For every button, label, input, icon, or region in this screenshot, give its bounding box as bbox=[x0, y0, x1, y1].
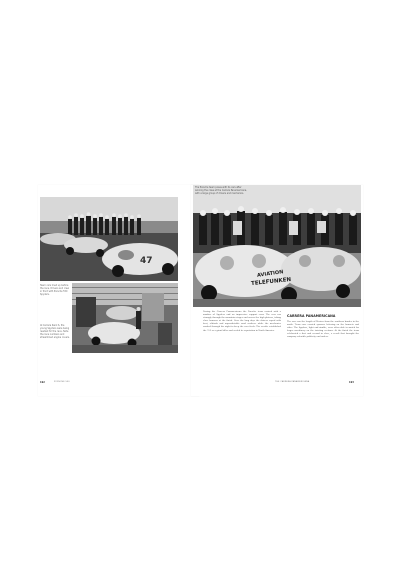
left-folio-text: PORSCHE 550 bbox=[54, 381, 70, 384]
right-page bbox=[191, 185, 363, 396]
svg-text:47: 47 bbox=[140, 256, 153, 266]
workshop-photo bbox=[72, 283, 178, 353]
caption-bottom: At Carrera Rank 6, the young Spyders were being readied for the race. Note the race numbers and streamlined engine covers. bbox=[40, 324, 70, 339]
section-subhead: CARRERA PANAMERICANA bbox=[287, 314, 336, 318]
left-folio-number: 192 bbox=[40, 381, 45, 384]
team-victory-photo bbox=[193, 185, 361, 307]
car-lettering-telefunken: TELEFUNKEN bbox=[250, 276, 292, 288]
left-page bbox=[38, 185, 199, 396]
right-folio-text: THE CARRERA PANAMERICANA bbox=[275, 381, 310, 384]
caption-top: Team cars lined up before the race. Drivers and crew in front with Porsche 550 Spyders. bbox=[40, 284, 70, 296]
right-photo-caption: The Porsche team poses with its cars after winning the class at the Carrera Panamericana, with a large group of drivers and mechanics. bbox=[195, 186, 247, 195]
body-text-left-column: During the Carrera Panamericana the Porsche team arrived with a number of Spyders and an impressive support crew. The cars ran strongly through the mountain stages and across the high plateau, taking class honours at the finish. Over the long days the drivers coped with heat, altitude and unpredictable road surfaces while the mechanics worked through the night to keep the cars fresh. The results established the 550 as a giant killer and sealed its reputation in North America. bbox=[203, 311, 281, 332]
race-grid-photo bbox=[40, 197, 178, 281]
right-folio-number: 193 bbox=[349, 381, 354, 384]
car-lettering-aviation: AVIATION bbox=[256, 269, 284, 279]
body-text-right-column: The race ran the length of Mexico from the southern border to the north. Team cars carried sponsor lettering on the bonnets and sides. The Spyders, light and nimble, were often able to match far larger machinery on the twisting sections. At the finish the team celebrated a first and second in class, a result that brought the company valuable publicity and orders. bbox=[287, 321, 359, 339]
